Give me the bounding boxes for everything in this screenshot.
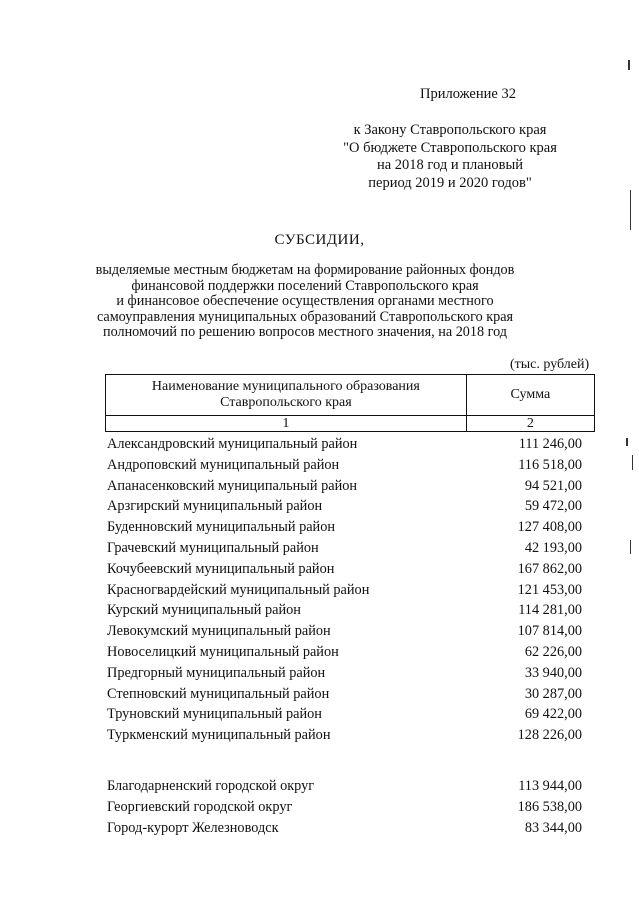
subsidy-amount: 107 814,00 [517, 623, 582, 640]
municipality-name: Арзгирский муниципальный район [107, 498, 323, 515]
table-row [107, 644, 582, 664]
municipality-name: Левокумский муниципальный район [107, 623, 331, 640]
table-row [107, 478, 582, 498]
table-row [107, 665, 582, 685]
subtitle-line: финансовой поддержки поселений Ставропольского края [131, 277, 479, 294]
subsidy-amount: 33 940,00 [524, 664, 582, 681]
column-number-2: 2 [466, 416, 594, 432]
municipality-name: Предгорный муниципальный район [107, 664, 326, 681]
scan-mark [628, 60, 630, 70]
scan-mark [626, 438, 628, 446]
subtitle-line: выделяемые местным бюджетам на формирование районных фондов [95, 262, 515, 278]
municipality-name: Туркменский муниципальный район [107, 727, 331, 744]
municipality-name: Георгиевский городской округ [107, 798, 293, 815]
table-row [107, 540, 582, 560]
subsidy-amount: 167 862,00 [517, 560, 582, 577]
table-row [107, 727, 582, 747]
municipality-name: Апанасенковский муниципальный район [107, 477, 358, 494]
municipality-name: Труновский муниципальный район [107, 706, 322, 723]
subsidy-amount: 114 281,00 [518, 602, 582, 619]
document-title: СУБСИДИИ, [274, 232, 365, 248]
municipality-name: Александровский муниципальный район [107, 436, 358, 452]
subsidy-amount: 30 287,00 [524, 685, 582, 702]
column-number-1: 1 [106, 416, 467, 432]
municipality-name: Новоселицкий муниципальный район [107, 644, 339, 660]
subsidy-amount: 94 521,00 [524, 477, 582, 494]
municipality-name: Благодарненский городской округ [107, 778, 315, 794]
law-line: период 2019 и 2020 годов" [368, 174, 532, 191]
table-row [107, 457, 582, 477]
municipality-name: Кочубеевский муниципальный район [107, 560, 335, 577]
table-row [107, 561, 582, 581]
subtitle-line: самоуправления муниципальных образований Ставропольского края [96, 308, 514, 325]
municipality-name: Андроповский муниципальный район [107, 456, 340, 473]
header-name-line: Ставропольского края [220, 395, 352, 410]
header-sum-cell: Сумма [466, 375, 594, 416]
table-row [107, 519, 582, 539]
table-row [107, 706, 582, 726]
header-name-cell [106, 375, 467, 416]
subsidy-amount: 127 408,00 [517, 519, 582, 536]
document-subtitle [95, 263, 515, 341]
scan-mark [630, 540, 631, 554]
table-row [107, 498, 582, 518]
table-header [105, 374, 595, 432]
units-label: (тыс. рублей) [510, 357, 590, 372]
municipality-name: Красногвардейский муниципальный район [107, 581, 370, 598]
municipality-name: Город-курорт Железноводск [107, 819, 279, 836]
municipality-name: Степновский муниципальный район [107, 685, 330, 702]
subsidy-amount: 59 472,00 [524, 498, 582, 515]
subsidy-amount: 62 226,00 [524, 644, 582, 660]
table-row [107, 799, 582, 819]
subtitle-line: полномочий по решению вопросов местного значения, на 2018 год [102, 324, 508, 340]
subsidy-amount: 111 246,00 [518, 436, 582, 452]
scan-mark [632, 455, 633, 470]
subsidy-amount: 186 538,00 [517, 798, 582, 815]
table-row [107, 623, 582, 643]
subsidy-amount: 113 944,00 [518, 778, 582, 794]
subtitle-line: и финансовое обеспечение осуществления органами местного [116, 293, 494, 309]
table-row [107, 820, 582, 840]
subsidy-amount: 83 344,00 [524, 819, 582, 836]
municipality-name: Буденновский муниципальный район [107, 519, 336, 536]
law-reference [320, 122, 580, 192]
appendix-title: Приложение 32 [420, 86, 516, 102]
table-row [107, 686, 582, 706]
subsidy-amount: 128 226,00 [517, 727, 582, 744]
table-row [107, 602, 582, 622]
subsidy-amount: 69 422,00 [524, 706, 582, 723]
scan-mark [630, 190, 631, 230]
municipality-name: Грачевский муниципальный район [107, 540, 319, 556]
law-line: к Закону Ставропольского края [353, 122, 547, 138]
law-line: на 2018 год и плановый [376, 157, 524, 173]
subsidy-amount: 121 453,00 [517, 581, 582, 598]
table-row [107, 778, 582, 798]
subsidy-amount: 42 193,00 [524, 540, 582, 556]
municipality-name: Курский муниципальный район [107, 602, 301, 619]
table-row [107, 582, 582, 602]
law-line: "О бюджете Ставропольского края [343, 139, 557, 156]
subsidy-amount: 116 518,00 [518, 456, 582, 473]
table-row [107, 436, 582, 456]
header-name-line: Наименование муниципального образования [151, 379, 420, 394]
